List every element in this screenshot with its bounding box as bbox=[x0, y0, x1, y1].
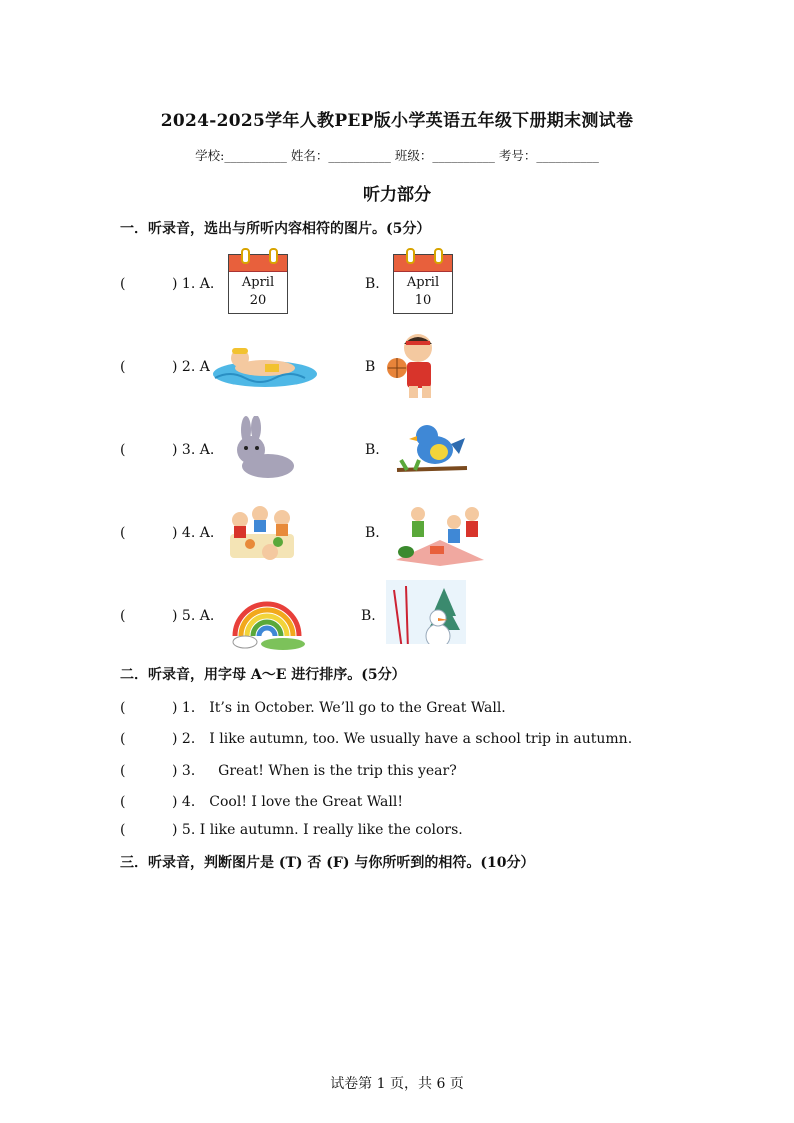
snowman-winter-image[interactable] bbox=[386, 580, 466, 654]
answer-paren[interactable]: ( bbox=[120, 359, 126, 375]
answer-paren[interactable]: ( bbox=[120, 525, 126, 541]
exam-title: 2024-2025学年人教PEP版小学英语五年级下册期末测试卷 bbox=[160, 111, 634, 131]
bird-image[interactable] bbox=[393, 414, 471, 478]
answer-paren[interactable]: ( bbox=[120, 608, 126, 624]
sentence-text: ) 3． Great! When is the trip this year? bbox=[172, 763, 457, 779]
answer-paren[interactable]: ( bbox=[120, 763, 126, 779]
part2-heading: 二．听录音，用字母 A～E 进行排序。(5分） bbox=[120, 667, 406, 683]
part2-row-4 bbox=[120, 791, 403, 811]
basketball-player-image[interactable] bbox=[380, 328, 450, 400]
school-field[interactable]: 学校:__________ bbox=[195, 148, 287, 163]
calendar-day: 20 bbox=[249, 293, 267, 308]
answer-paren[interactable]: ( bbox=[120, 794, 126, 810]
part1-row-5 bbox=[120, 608, 214, 624]
option-b-label: B. bbox=[365, 276, 380, 292]
option-b-label: B. bbox=[361, 608, 376, 624]
question-number: ) 4. A. bbox=[172, 525, 215, 541]
rabbit-image[interactable] bbox=[224, 416, 296, 482]
part1-row-3 bbox=[120, 442, 214, 458]
calendar-day: 10 bbox=[414, 293, 432, 308]
part2-row-1 bbox=[120, 697, 506, 717]
calendar-month: April bbox=[241, 275, 275, 290]
part1-row-4 bbox=[120, 525, 214, 541]
calendar-month: April bbox=[406, 275, 440, 290]
option-b-label: B bbox=[365, 359, 376, 375]
part3-heading: 三．听录音，判断图片是 (T) 否 (F) 与你所听到的相符。(10分） bbox=[120, 855, 535, 871]
family-dinner-image[interactable] bbox=[226, 500, 298, 570]
class-field[interactable]: 班级：__________ bbox=[394, 148, 495, 163]
sentence-text: ) 1． It’s in October. We’ll go to the Great Wall. bbox=[172, 700, 506, 716]
answer-paren[interactable]: ( bbox=[120, 442, 126, 458]
part1-row-1 bbox=[120, 276, 214, 292]
part2-row-2 bbox=[120, 728, 632, 748]
answer-paren[interactable]: ( bbox=[120, 276, 126, 292]
answer-paren[interactable]: ( bbox=[120, 822, 126, 838]
name-field[interactable]: 姓名：__________ bbox=[290, 148, 391, 163]
number-field[interactable]: 考号：__________ bbox=[498, 148, 599, 163]
rainbow-spring-image[interactable] bbox=[225, 584, 309, 652]
answer-paren[interactable]: ( bbox=[120, 700, 126, 716]
page-footer: 试卷第 1 页，共 6 页 bbox=[330, 1076, 464, 1092]
sentence-text: ) 2． I like autumn, too. We usually have a school trip in autumn. bbox=[172, 731, 633, 747]
part1-row-2 bbox=[120, 359, 210, 375]
part2-row-3 bbox=[120, 760, 457, 780]
option-b-label: B. bbox=[365, 442, 380, 458]
part2-row-5 bbox=[120, 822, 463, 838]
question-number: ) 3. A. bbox=[172, 442, 215, 458]
calendar-option-a[interactable] bbox=[228, 254, 288, 314]
question-number: ) 1. A. bbox=[172, 276, 215, 292]
swimming-image[interactable] bbox=[210, 340, 320, 390]
calendar-option-b[interactable] bbox=[393, 254, 453, 314]
option-b-label: B. bbox=[365, 525, 380, 541]
family-picnic-image[interactable] bbox=[392, 500, 488, 568]
sentence-text: ) 5. I like autumn. I really like the colors. bbox=[172, 822, 463, 838]
section-title: 听力部分 bbox=[363, 185, 431, 205]
question-number: ) 5. A. bbox=[172, 608, 215, 624]
sentence-text: ) 4． Cool! I love the Great Wall! bbox=[172, 794, 403, 810]
part1-heading: 一．听录音，选出与所听内容相符的图片。(5分） bbox=[120, 221, 431, 237]
answer-paren[interactable]: ( bbox=[120, 731, 126, 747]
question-number: ) 2. A bbox=[172, 359, 210, 375]
student-info-line bbox=[0, 146, 794, 164]
